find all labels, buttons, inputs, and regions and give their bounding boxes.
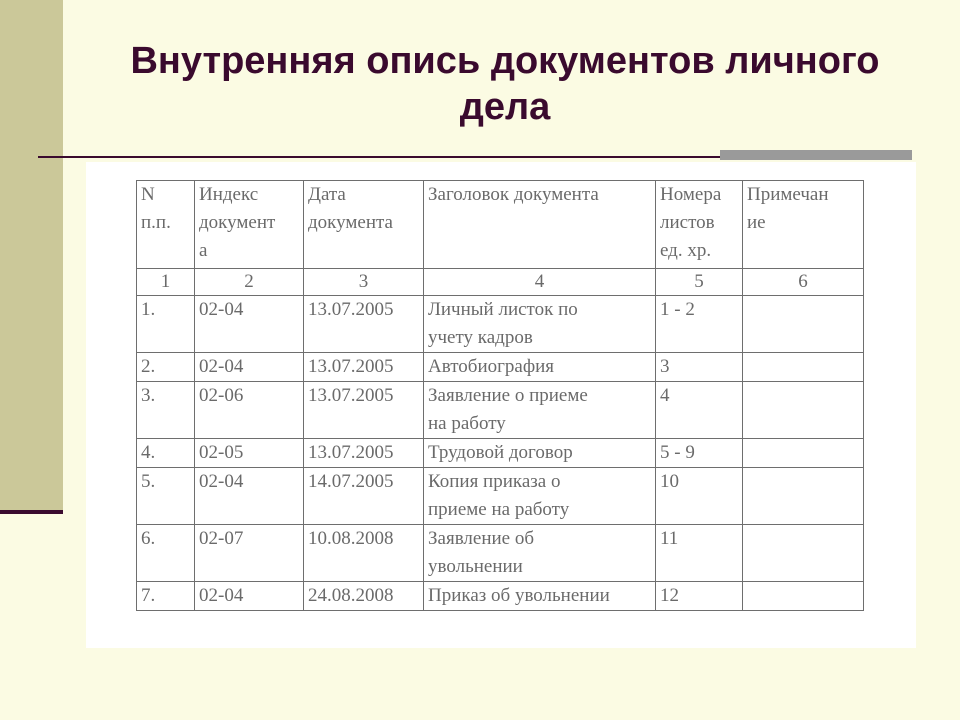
cell-note (743, 525, 864, 582)
cell-note (743, 439, 864, 468)
cell-date: 14.07.2005 (304, 468, 424, 525)
inventory-table (136, 180, 864, 611)
cell-index: 02-04 (195, 582, 304, 611)
cell-note (743, 382, 864, 439)
cell-date: 13.07.2005 (304, 353, 424, 382)
cell-num: 3. (137, 382, 195, 439)
cell-index: 02-04 (195, 296, 304, 353)
header-date: Дата документа (304, 181, 424, 269)
cell-sheets: 10 (656, 468, 743, 525)
column-number-row (137, 269, 864, 296)
table-row (137, 439, 864, 468)
cell-date: 13.07.2005 (304, 382, 424, 439)
left-decorative-bar (0, 0, 63, 512)
table-row (137, 582, 864, 611)
cell-note (743, 582, 864, 611)
column-number: 1 (137, 269, 195, 296)
cell-sheets: 11 (656, 525, 743, 582)
header-index: Индекс документ а (195, 181, 304, 269)
cell-sheets: 1 - 2 (656, 296, 743, 353)
cell-heading: Автобиография (424, 353, 656, 382)
cell-num: 6. (137, 525, 195, 582)
header-note: Примечан ие (743, 181, 864, 269)
table-header-row (137, 181, 864, 269)
cell-num: 5. (137, 468, 195, 525)
slide-title (100, 38, 910, 130)
cell-heading: Личный листок по учету кадров (424, 296, 656, 353)
cell-num: 7. (137, 582, 195, 611)
header-sheets: Номера листов ед. хр. (656, 181, 743, 269)
column-number: 4 (424, 269, 656, 296)
table-row (137, 296, 864, 353)
cell-sheets: 5 - 9 (656, 439, 743, 468)
cell-index: 02-04 (195, 468, 304, 525)
cell-note (743, 353, 864, 382)
cell-heading: Заявление об увольнении (424, 525, 656, 582)
cell-note (743, 296, 864, 353)
slide-title-line-2: дела (459, 86, 551, 128)
table-row (137, 525, 864, 582)
cell-sheets: 4 (656, 382, 743, 439)
cell-index: 02-04 (195, 353, 304, 382)
slide-title-line-1: Внутренняя опись документов личного (130, 40, 880, 82)
title-divider (38, 156, 720, 158)
cell-heading: Приказ об увольнении (424, 582, 656, 611)
cell-date: 10.08.2008 (304, 525, 424, 582)
cell-heading: Заявление о приеме на работу (424, 382, 656, 439)
cell-num: 4. (137, 439, 195, 468)
cell-index: 02-05 (195, 439, 304, 468)
column-number: 3 (304, 269, 424, 296)
column-number: 5 (656, 269, 743, 296)
header-num: N п.п. (137, 181, 195, 269)
cell-num: 2. (137, 353, 195, 382)
column-number: 6 (743, 269, 864, 296)
table-row (137, 468, 864, 525)
cell-heading: Трудовой договор (424, 439, 656, 468)
column-number: 2 (195, 269, 304, 296)
cell-date: 13.07.2005 (304, 296, 424, 353)
cell-sheets: 3 (656, 353, 743, 382)
cell-index: 02-06 (195, 382, 304, 439)
cell-num: 1. (137, 296, 195, 353)
left-bar-edge (0, 510, 63, 514)
cell-date: 13.07.2005 (304, 439, 424, 468)
cell-index: 02-07 (195, 525, 304, 582)
cell-note (743, 468, 864, 525)
table-row (137, 353, 864, 382)
header-heading: Заголовок документа (424, 181, 656, 269)
table-row (137, 382, 864, 439)
cell-sheets: 12 (656, 582, 743, 611)
cell-date: 24.08.2008 (304, 582, 424, 611)
title-divider-accent (720, 150, 912, 160)
cell-heading: Копия приказа о приеме на работу (424, 468, 656, 525)
